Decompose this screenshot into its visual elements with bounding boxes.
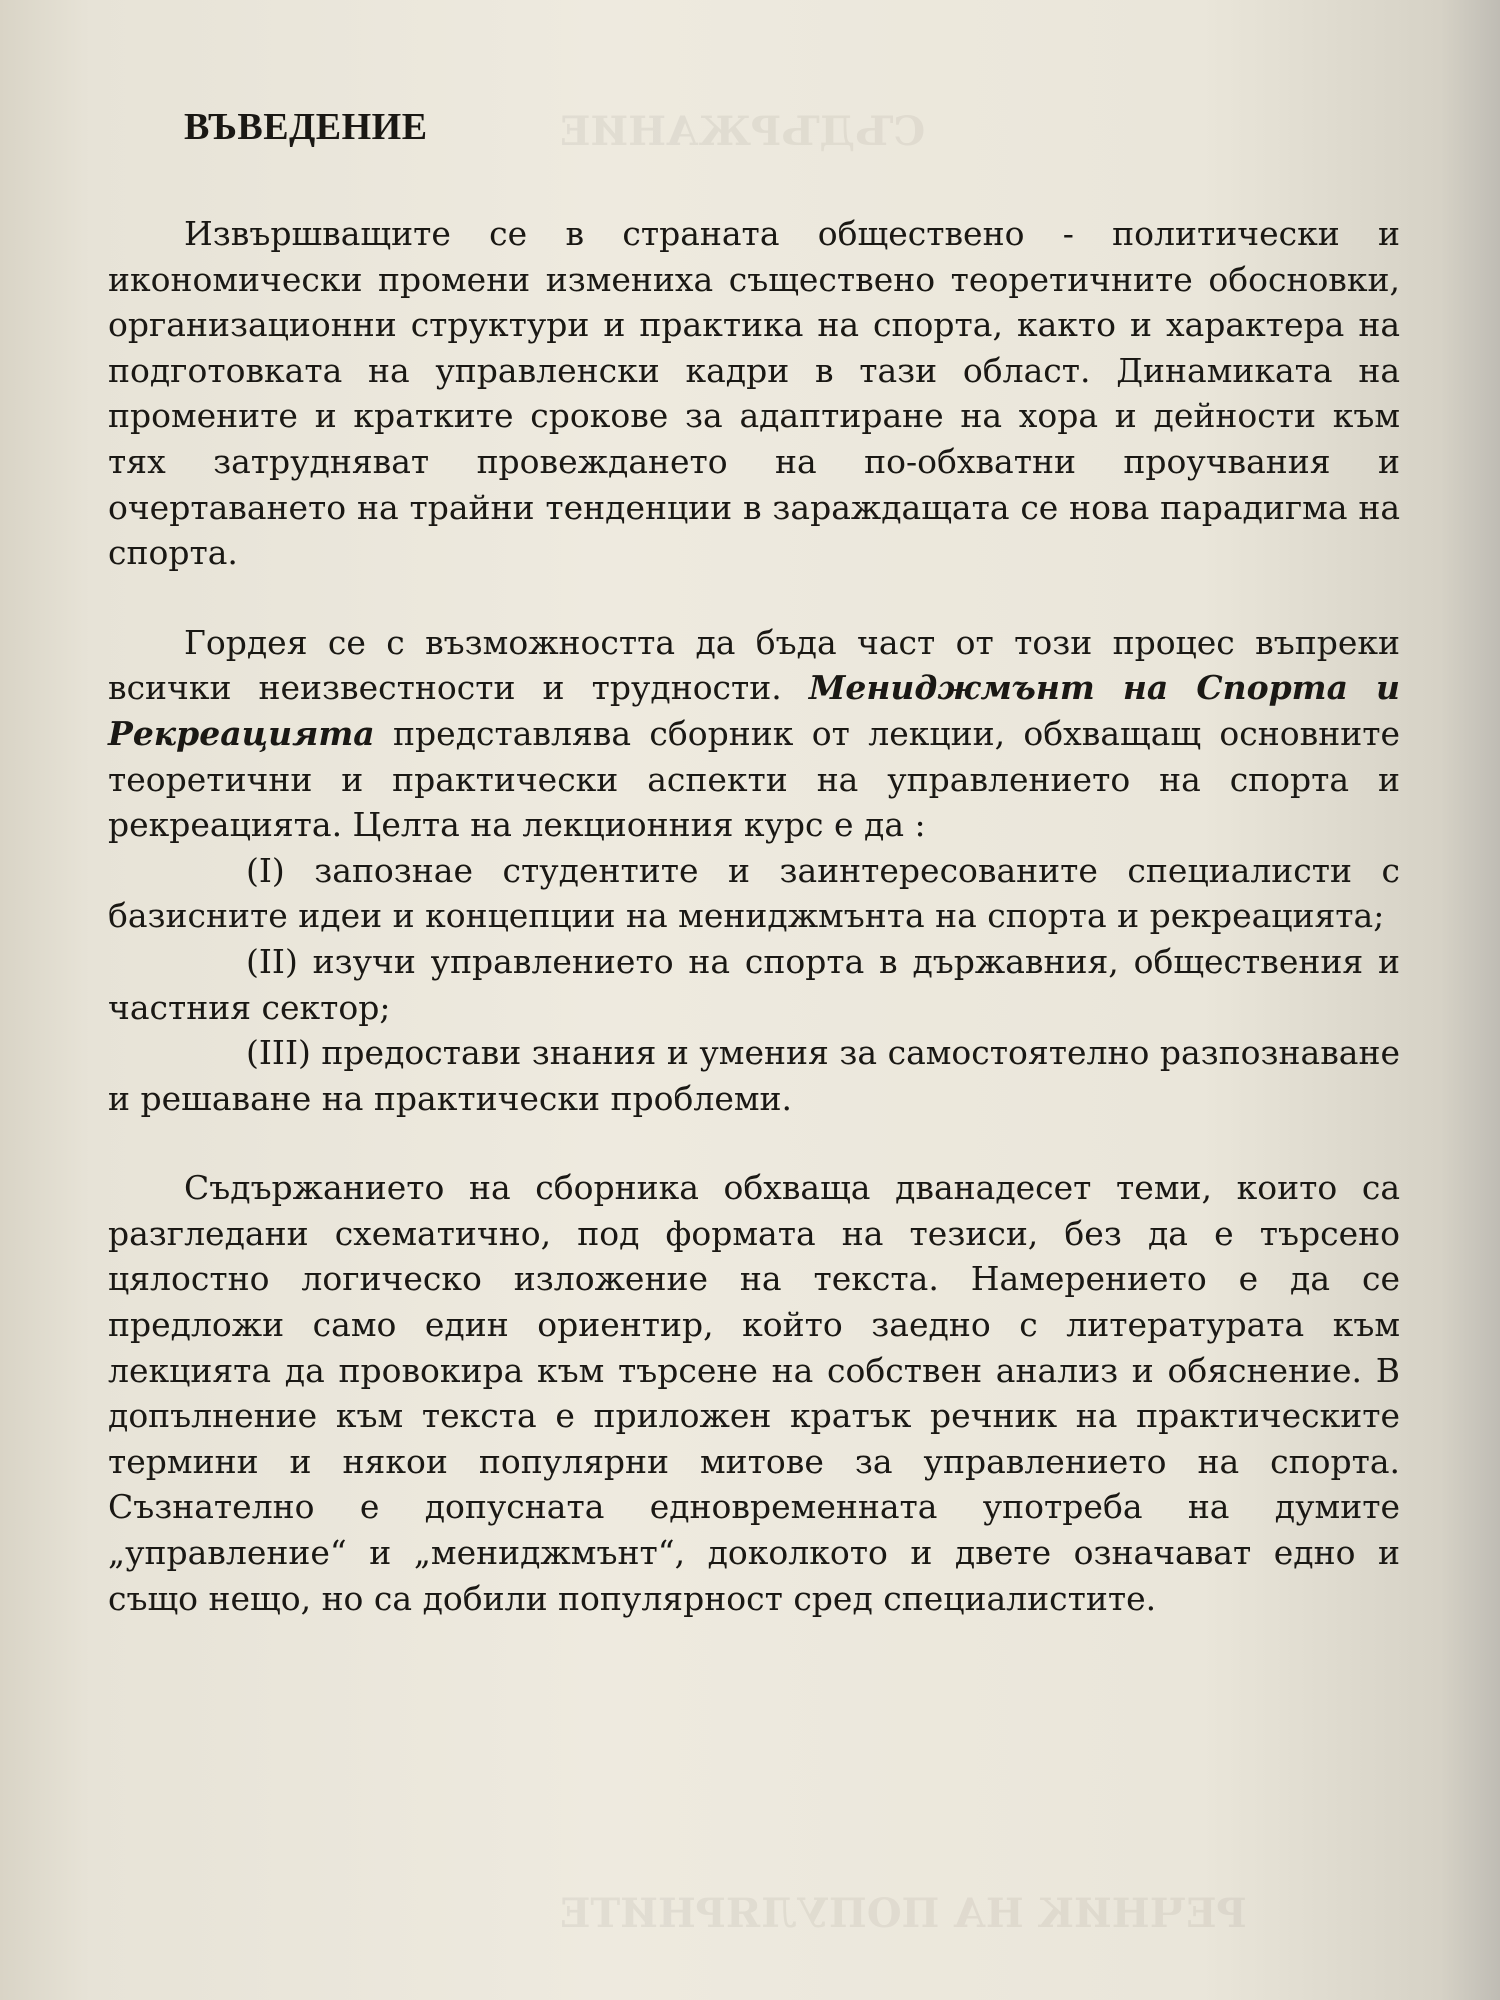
bleed-through-text: РЕЧНИК НА ПОПУЛЯРНИТЕ (560, 1890, 1247, 1937)
page-heading: ВЪВЕДЕНИЕ (184, 106, 428, 148)
paragraph-purpose (108, 620, 1400, 848)
paragraph-contents: Съдържанието на сборника обхваща дванадесет теми, които са разгледани схематично, под формата на тезиси, без да е търсено цялостно логическо изложение на текста. Намерението е да се предложи само един ориентир, който заедно с литературата към лекцията да провокира към търсене на собствен анализ и обяснение. В допълнение към текста е приложен кратък речник на практическите термини и някои популярни митове за управлението на спорта. Съзнателно е допусната едновременната употреба на думите „управление“ и „мениджмънт“, доколкото и двете означават едно и също нещо, но са добили популярност сред специалистите. (108, 1168, 1400, 1618)
goal-item-3: (III) предостави знания и умения за самостоятелно разпознаване и решаване на практически проблеми. (108, 1033, 1400, 1118)
goal-item-2: (II) изучи управлението на спорта в държавния, обществения и частния сектор; (108, 941, 1400, 1027)
paragraph-purpose-text: Гордея се с възможността да бъда част от този процес въпреки всички неизвестности и трудности. (108, 622, 1400, 708)
book-title: Мениджмънт на Спорта и Рекреацията (108, 668, 1400, 753)
page-content (108, 105, 1400, 1621)
paragraph-intro: Извършващите се в страната обществено - политически и икономически промени измениха съществено теоретичните обосновки, организационни структури и практика на спорта, както и характера на подготовката на управленски кадри в тази област. Динамиката на промените и кратките срокове за адаптиране на хора и дейности към тях затрудняват провеждането на по-обхватни проучвания и очертаването на трайни тенденции в зараждащата се нова парадигма на спорта. (108, 214, 1400, 573)
paragraph-purpose-text: представлява сборник от лекции, обхващащ основните теоретични и практически аспекти на управлението на спорта и рекреацията. Целта на лекционния курс е да : (108, 713, 1400, 845)
bleed-through-text: СЪДЪРЖАНИЕ (560, 108, 926, 155)
goal-item-1: (I) запознае студентите и заинтересованите специалисти с базисните идеи и концепции на мениджмънта на спорта и рекреацията; (108, 850, 1400, 936)
